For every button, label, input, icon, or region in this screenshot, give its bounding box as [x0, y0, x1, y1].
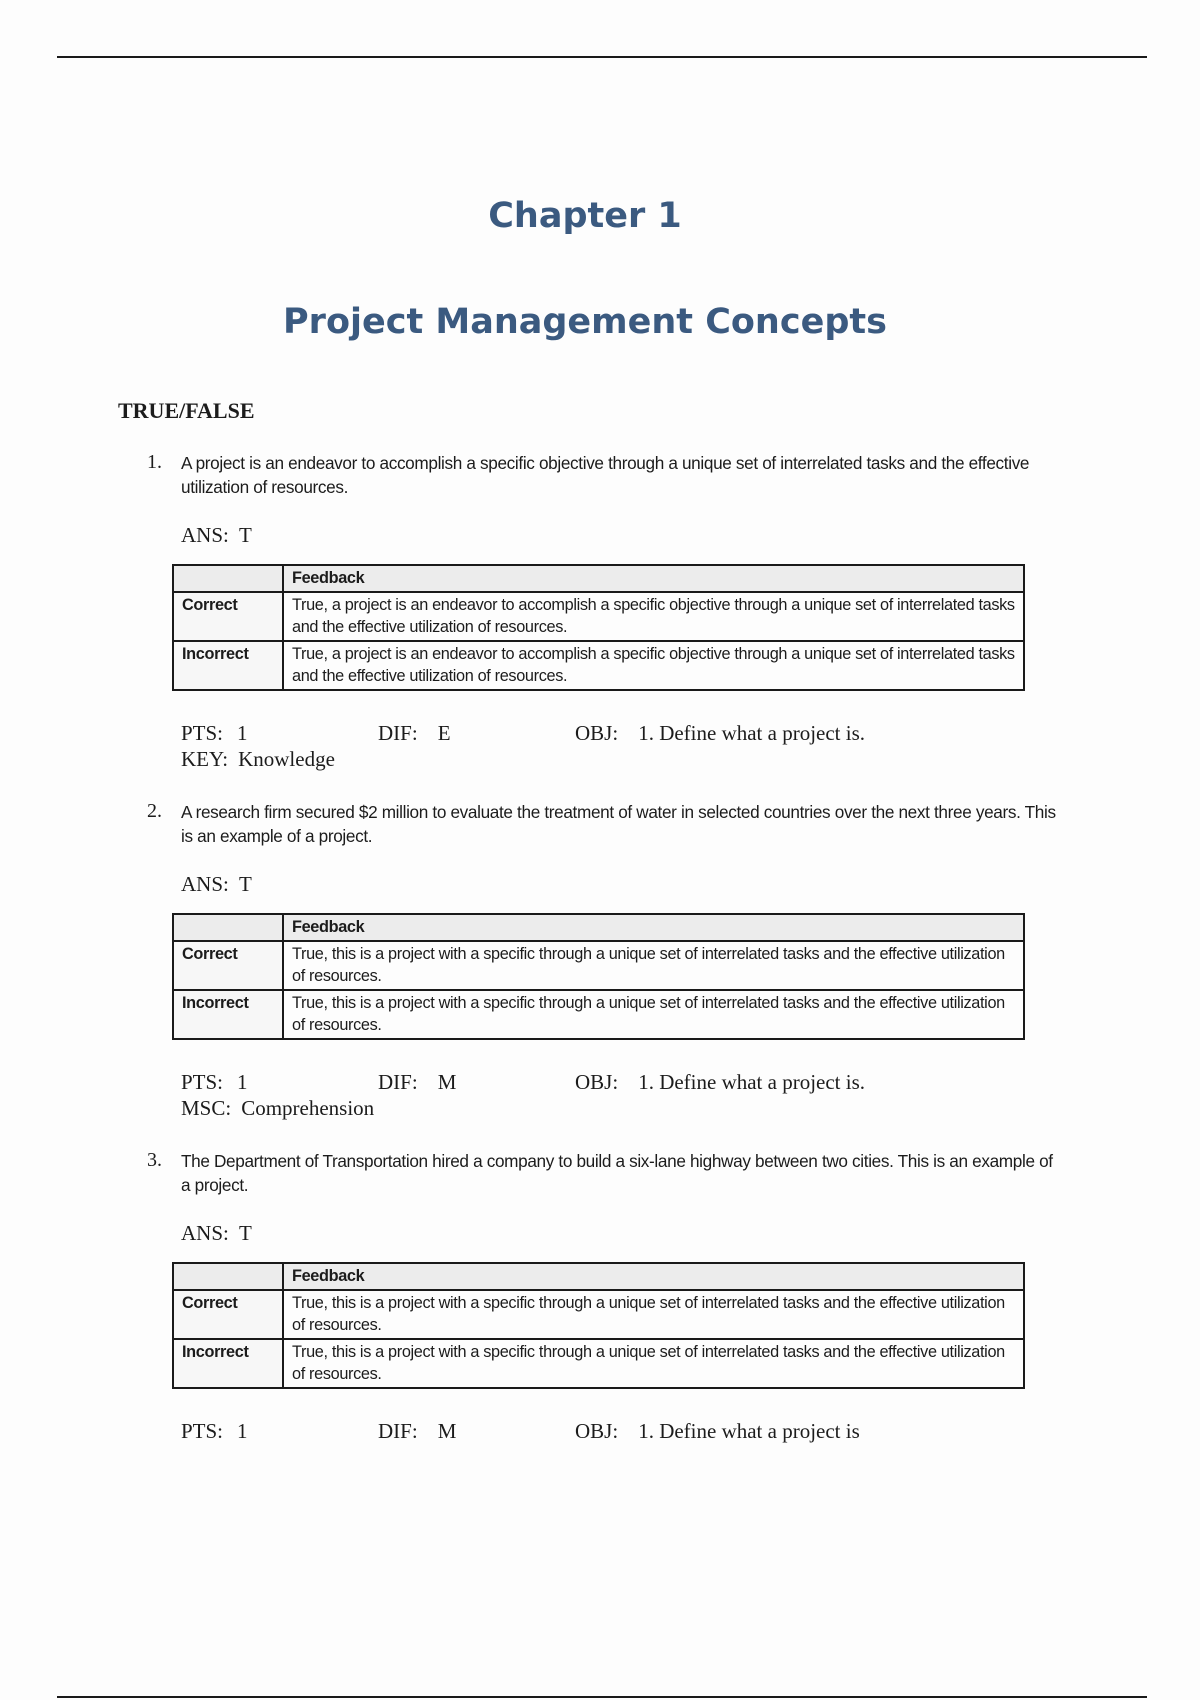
question-text: A research firm secured $2 million to evaluate the treatment of water in selected countries over the next three years. This is an example of a project. — [181, 802, 1056, 846]
msc-value: Comprehension — [241, 1096, 375, 1120]
pts-field — [181, 1070, 248, 1095]
answer-line — [181, 872, 252, 897]
obj-value: 1. Define what a project is. — [638, 1070, 866, 1094]
obj-field — [575, 721, 865, 746]
obj-field — [575, 1070, 865, 1095]
answer-value: T — [238, 523, 252, 547]
obj-field — [575, 1419, 860, 1444]
dif-field — [378, 1419, 456, 1444]
question-text: A project is an endeavor to accomplish a specific objective through a unique set of interrelated tasks and the effective utilization of resources. — [181, 453, 1030, 497]
incorrect-feedback: True, this is a project with a specific through a unique set of interrelated tasks and the effective utilization of resources. — [283, 1339, 1024, 1388]
dif-value: M — [437, 1070, 457, 1094]
pts-label: PTS: — [181, 1419, 224, 1443]
obj-label: OBJ: — [575, 1419, 619, 1443]
pts-value: 1 — [237, 1419, 248, 1443]
answer-value: T — [238, 1221, 252, 1245]
obj-label: OBJ: — [575, 721, 619, 745]
answer-label: ANS: — [181, 1221, 229, 1245]
incorrect-label: Incorrect — [173, 990, 283, 1039]
chapter-title: Project Management Concepts — [283, 302, 887, 342]
correct-feedback: True, this is a project with a specific through a unique set of interrelated tasks and the effective utilization of resources. — [283, 1290, 1024, 1339]
answer-label: ANS: — [181, 872, 229, 896]
feedback-table — [172, 564, 1025, 691]
dif-label: DIF: — [378, 721, 418, 745]
msc-field — [181, 1096, 374, 1121]
key-label: KEY: — [181, 747, 229, 771]
correct-label: Correct — [173, 941, 283, 990]
dif-label: DIF: — [378, 1419, 418, 1443]
dif-value: M — [437, 1419, 457, 1443]
correct-feedback: True, a project is an endeavor to accomplish a specific objective through a unique set of interrelated tasks and the effective utilization of resources. — [283, 592, 1024, 641]
pts-field — [181, 721, 248, 746]
question-number: 2. — [147, 800, 162, 822]
top-rule — [57, 56, 1147, 58]
key-field — [181, 747, 335, 772]
question-number: 3. — [147, 1149, 162, 1171]
feedback-corner-cell — [173, 914, 283, 941]
dif-field — [378, 721, 451, 746]
pts-label: PTS: — [181, 721, 224, 745]
feedback-header: Feedback — [283, 565, 1024, 592]
feedback-table — [172, 913, 1025, 1040]
msc-label: MSC: — [181, 1096, 232, 1120]
pts-value: 1 — [237, 1070, 248, 1094]
dif-value: E — [437, 721, 451, 745]
pts-label: PTS: — [181, 1070, 224, 1094]
incorrect-feedback: True, a project is an endeavor to accomplish a specific objective through a unique set of interrelated tasks and the effective utilization of resources. — [283, 641, 1024, 690]
question-text: The Department of Transportation hired a company to build a six-lane highway between two cities. This is an example of a project. — [181, 1151, 1053, 1195]
dif-label: DIF: — [378, 1070, 418, 1094]
feedback-corner-cell — [173, 565, 283, 592]
incorrect-label: Incorrect — [173, 1339, 283, 1388]
dif-field — [378, 1070, 456, 1095]
chapter-heading: Chapter 1 — [488, 196, 682, 236]
correct-label: Correct — [173, 1290, 283, 1339]
feedback-header: Feedback — [283, 1263, 1024, 1290]
answer-value: T — [238, 872, 252, 896]
answer-label: ANS: — [181, 523, 229, 547]
feedback-header: Feedback — [283, 914, 1024, 941]
pts-value: 1 — [237, 721, 248, 745]
incorrect-feedback: True, this is a project with a specific through a unique set of interrelated tasks and the effective utilization of resources. — [283, 990, 1024, 1039]
question-number: 1. — [147, 451, 162, 473]
key-value: Knowledge — [238, 747, 335, 771]
correct-feedback: True, this is a project with a specific through a unique set of interrelated tasks and the effective utilization of resources. — [283, 941, 1024, 990]
bottom-rule — [57, 1696, 1147, 1698]
feedback-table — [172, 1262, 1025, 1389]
obj-value: 1. Define what a project is — [638, 1419, 860, 1443]
pts-field — [181, 1419, 248, 1444]
obj-label: OBJ: — [575, 1070, 619, 1094]
answer-line — [181, 1221, 252, 1246]
feedback-corner-cell — [173, 1263, 283, 1290]
section-title: TRUE/FALSE — [118, 398, 255, 423]
answer-line — [181, 523, 252, 548]
incorrect-label: Incorrect — [173, 641, 283, 690]
correct-label: Correct — [173, 592, 283, 641]
obj-value: 1. Define what a project is. — [638, 721, 866, 745]
